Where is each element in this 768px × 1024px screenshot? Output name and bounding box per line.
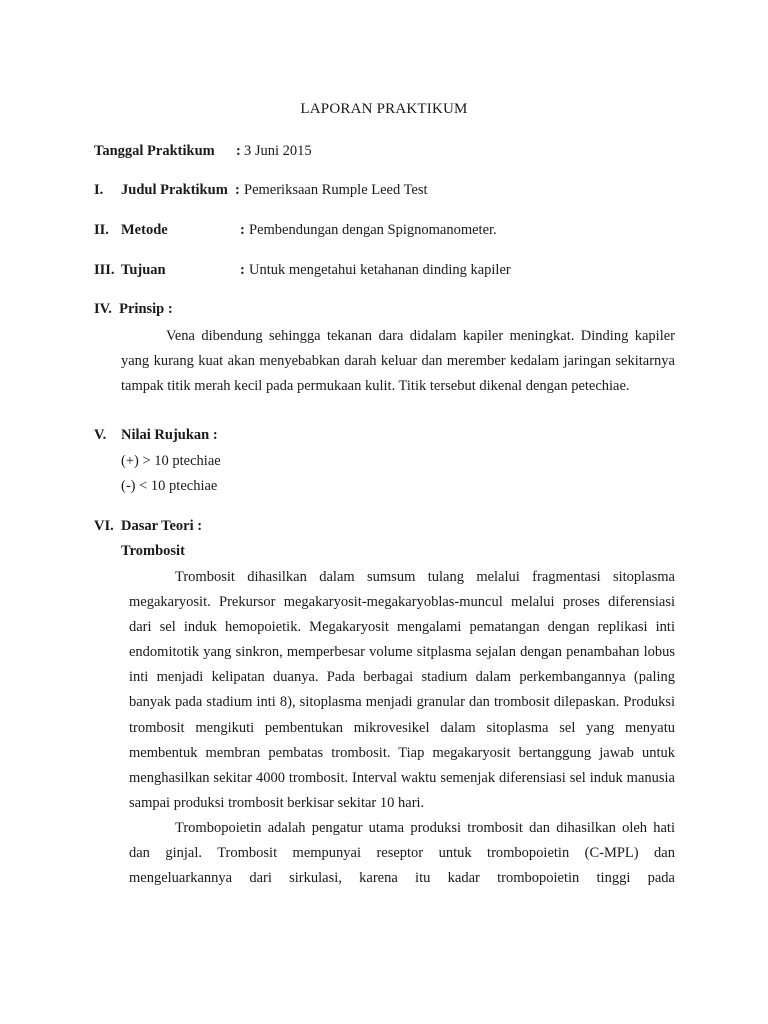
dasar-paragraph-1: Trombosit dihasilkan dalam sumsum tulang melalui fragmentasi sitoplasma megakaryosit. Prekursor megakaryosit-megakaryoblas-muncul melalui proses diferensiasi dari sel induk hemopoietik. Megakaryosit mengalami pematangan dengan replikasi inti endomitotik yang sinkron, memperbesar volume sitplasma sejalan dengan penambahan lobus inti menjadi kelipatan duanya. Pada berbagai stadium dalam perkembangannya (paling banyak pada stadium inti 8), sitoplasma menjadi granular dan trombosit dilepaskan. Produksi trombosit mengikuti pembentukan mikrovesikel dalam sitoplasma sel yang menyatu membentuk membran pembatas trombosit. Tiap megakaryosit bertanggung jawab untuk menghasilkan sekitar 4000 trombosit. Interval waktu semenjak diferensiasi sel induk manusia sampai produksi trombosit berkisar sekitar 10 hari. (129, 569, 675, 811)
metode-value: Pembendungan dengan Spignomanometer. (249, 222, 497, 238)
metode-label: Metode (121, 222, 168, 238)
nilai-item: (-) < 10 ptechiae (121, 478, 218, 494)
tujuan-colon: : (240, 262, 245, 278)
metode-colon: : (240, 222, 245, 238)
tanggal-colon: : (236, 143, 241, 159)
page-title: LAPORAN PRAKTIKUM (300, 101, 468, 117)
dasar-teori-body (129, 565, 675, 891)
prinsip-text: Vena dibendung sehingga tekanan dara didalam kapiler meningkat. Dinding kapiler yang kurang kuat akan menyebabkan darah keluar dan merember kedalam jaringan sekitarnya tampak titik merah kecil pada permukaan kulit. Titik tersebut dikenal dengan petechiae. (121, 328, 675, 395)
judul-number: I. (94, 182, 104, 198)
trombosit-subheading: Trombosit (121, 543, 185, 559)
prinsip-paragraph (121, 324, 675, 399)
judul-label: Judul Praktikum (121, 182, 228, 198)
dasar-number: VI. (94, 518, 114, 534)
tujuan-label: Tujuan (121, 262, 166, 278)
tanggal-value: 3 Juni 2015 (244, 143, 312, 159)
nilai-label: Nilai Rujukan : (121, 427, 218, 443)
judul-value: Pemeriksaan Rumple Leed Test (244, 182, 428, 198)
metode-number: II. (94, 222, 109, 238)
tanggal-label: Tanggal Praktikum (94, 143, 215, 159)
prinsip-heading: IV. Prinsip : (94, 301, 173, 317)
nilai-item: (+) > 10 ptechiae (121, 453, 221, 469)
tujuan-value: Untuk mengetahui ketahanan dinding kapiler (249, 262, 511, 278)
judul-colon: : (235, 182, 240, 198)
dasar-label: Dasar Teori : (121, 518, 203, 534)
dasar-paragraph-2: Trombopoietin adalah pengatur utama produksi trombosit dan dihasilkan oleh hati dan ginjal. Trombosit mempunyai reseptor untuk trombopoietin (C-MPL) dan mengeluarkannya dari sirkulasi, karena itu kadar trombopoietin tinggi pada (129, 819, 675, 887)
nilai-number: V. (94, 427, 107, 443)
tujuan-number: III. (94, 262, 115, 278)
